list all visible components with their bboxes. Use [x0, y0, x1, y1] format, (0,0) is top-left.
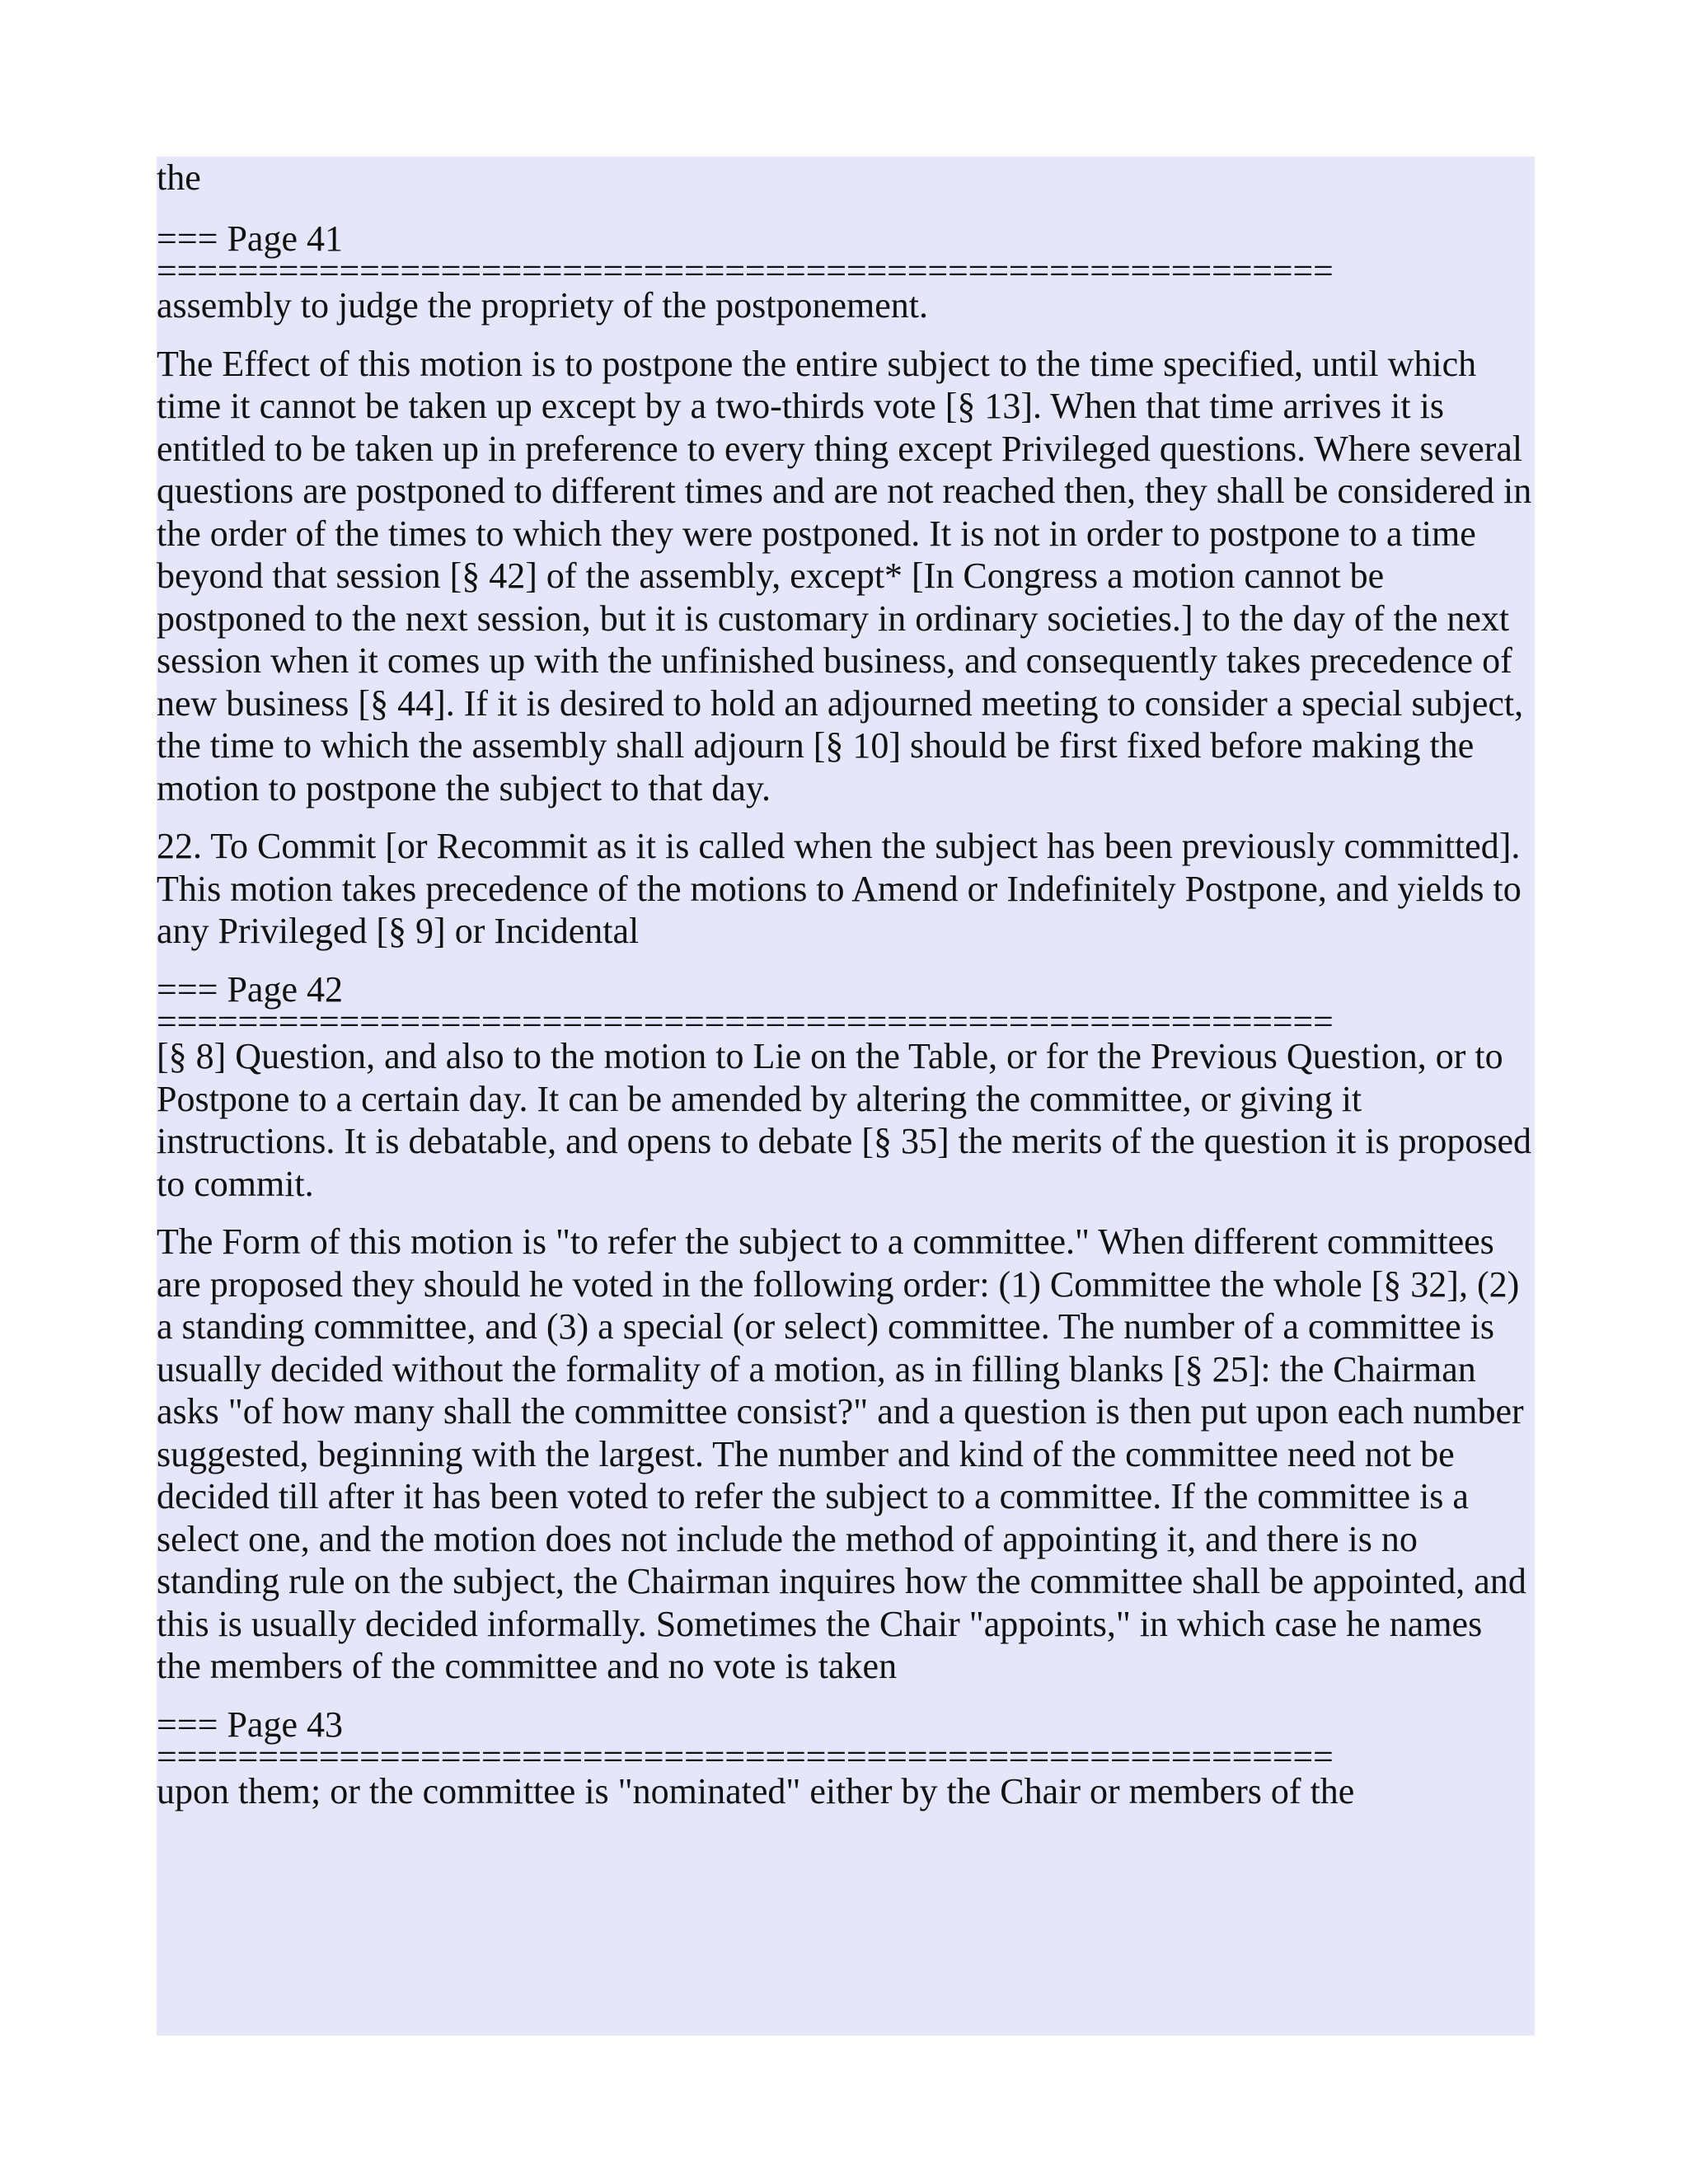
page-rule-42: ==========================================================: [157, 1010, 1334, 1035]
page-marker-43: === Page 43: [157, 1704, 343, 1745]
document-body: [157, 157, 1535, 1829]
paragraph: [§ 8] Question, and also to the motion to Lie on the Table, or for the Previous Question, or to Postpone to a certain day. It can be amended by altering the committee, or giving it instructions. It is debatable, and opens to debate [§ 35] the merits of the question it is proposed to commit.: [157, 1036, 1531, 1204]
paragraph: 22. To Commit [or Recommit as it is called when the subject has been previously committed]. This motion takes precedence of the motions to Amend or Indefinitely Postpone, and yields to any Privileged [§ 9] or Incidental: [157, 826, 1522, 951]
page-rule-43: ==========================================================: [157, 1746, 1334, 1770]
paragraph: The Effect of this motion is to postpone the entire subject to the time specified, until which time it cannot be taken up except by a two-thirds vote [§ 13]. When that time arrives it is entitled to be taken up in preference to every thing except Privileged questions. Where several questions are postponed to different times and are not reached then, they shall be considered in the order of the times to which they were postponed. It is not in order to postpone to a time beyond that session [§ 42] of the assembly, except* [In Congress a motion cannot be postponed to the next session, but it is customary in ordinary societies.] to the day of the next session when it comes up with the unfinished business, and consequently takes precedence of new business [§ 44]. If it is desired to hold an adjourned meeting to consider a special subject, the time to which the assembly shall adjourn [§ 10] should be first fixed before making the motion to postpone the subject to that day.: [157, 343, 1532, 808]
paragraph: assembly to judge the propriety of the postponement.: [157, 285, 929, 326]
page-marker-41: === Page 41: [157, 218, 343, 259]
fragment-top: the: [157, 157, 201, 198]
page-rule-41: ==========================================================: [157, 260, 1334, 284]
page-marker-42: === Page 42: [157, 968, 343, 1010]
paragraph: upon them; or the committee is "nominated" either by the Chair or members of the: [157, 1771, 1355, 1811]
paragraph: The Form of this motion is "to refer the subject to a committee." When different committees are proposed they should he voted in the following order: (1) Committee the whole [§ 32], (2) a standing committee, and (3) a special (or select) committee. The number of a committee is usually decided without the formality of a motion, as in filling blanks [§ 25]: the Chairman asks "of how many shall the committee consist?" and a question is then put upon each number suggested, beginning with the largest. The number and kind of the committee need not be decided till after it has been voted to refer the subject to a committee. If the committee is a select one, and the motion does not include the method of appointing it, and there is no standing rule on the subject, the Chairman inquires how the committee shall be appointed, and this is usually decided informally. Sometimes the Chair "appoints," in which case he names the members of the committee and no vote is taken: [157, 1221, 1526, 1686]
